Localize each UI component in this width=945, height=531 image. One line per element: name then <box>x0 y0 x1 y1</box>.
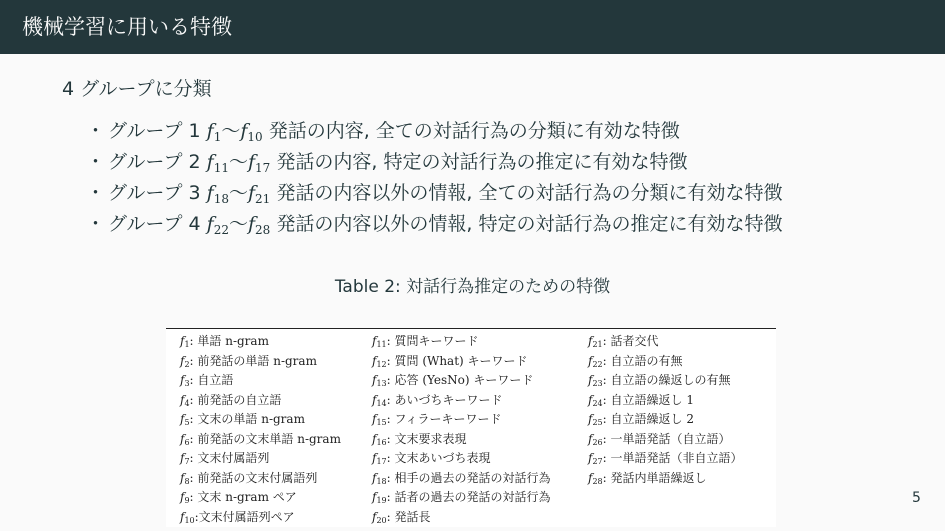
feature-label: : 話者交代 <box>602 334 659 348</box>
feature-row <box>588 391 743 411</box>
bullet-item <box>86 178 782 209</box>
feature-id: $f_2$ <box>180 353 190 369</box>
feature-id: $f_7$ <box>180 451 190 466</box>
bullet-text: 発話の内容以外の情報, 全ての対話行為の分類に有効な特徴 <box>270 182 783 204</box>
table-caption: Table 2: 対話行為推定のための特徴 <box>334 277 611 297</box>
feature-label: : 前発話の単語 n-gram <box>189 353 317 368</box>
feature-id: $f_{28}$ <box>588 470 603 486</box>
bullet-text: 発話の内容, 全ての対話行為の分類に有効な特徴 <box>262 120 680 142</box>
feature-row <box>588 469 743 489</box>
feature-label: : 単語 n-gram <box>189 334 269 348</box>
feature-label: : 前発話の文末付属語列 <box>189 470 318 485</box>
feature-label: : 話者の過去の発話の対話行為 <box>386 490 551 504</box>
feature-label: : 一単語発話（非自立語） <box>602 451 743 465</box>
feature-id: $f_{20}$ <box>372 509 387 525</box>
feature-symbol: $f_{10}$ <box>240 120 263 144</box>
feature-column-2 <box>372 332 551 527</box>
feature-symbol: $f_{11}$ <box>206 151 229 175</box>
feature-row <box>588 352 743 372</box>
feature-label: : 文末あいづち表現 <box>386 451 491 465</box>
feature-id: $f_4$ <box>180 392 190 408</box>
feature-row <box>372 352 551 372</box>
feature-row <box>180 371 341 391</box>
feature-row <box>372 508 551 528</box>
feature-label: : 文末 n-gram ペア <box>189 490 297 504</box>
feature-row <box>588 410 743 430</box>
section-heading: 4 グループに分類 <box>62 78 212 100</box>
feature-id: $f_{21}$ <box>588 334 603 349</box>
feature-symbol: $f_1$ <box>206 120 222 144</box>
feature-label: : 前発話の自立語 <box>189 392 282 407</box>
feature-row <box>372 371 551 391</box>
bullet-item <box>86 116 782 147</box>
feature-id: $f_{13}$ <box>372 373 387 388</box>
feature-symbol: $f_{28}$ <box>248 213 271 237</box>
range-separator: 〜 <box>228 151 248 173</box>
feature-column-3 <box>588 332 743 488</box>
range-separator: 〜 <box>228 182 248 204</box>
feature-row <box>372 488 551 508</box>
bullet-marker: ・ <box>86 151 106 173</box>
feature-label: : あいづちキーワード <box>386 392 503 407</box>
feature-symbol: $f_{21}$ <box>248 182 271 206</box>
feature-label: : 発話長 <box>386 509 431 524</box>
feature-id: $f_1$ <box>180 334 190 349</box>
feature-label: :文末付属語列ペア <box>194 509 295 524</box>
feature-id: $f_{25}$ <box>588 412 603 427</box>
feature-row <box>180 410 341 430</box>
feature-id: $f_{14}$ <box>372 392 387 408</box>
feature-id: $f_{24}$ <box>588 392 603 408</box>
feature-column-1 <box>180 332 341 527</box>
feature-id: $f_{18}$ <box>372 470 387 486</box>
feature-row <box>180 469 341 489</box>
bullet-marker: ・ <box>86 120 106 142</box>
feature-row <box>372 430 551 450</box>
bullet-prefix: グループ 2 <box>108 151 207 173</box>
feature-table <box>166 328 776 527</box>
slide-title: 機械学習に用いる特徴 <box>22 15 232 39</box>
feature-row <box>372 469 551 489</box>
feature-id: $f_9$ <box>180 490 190 505</box>
bullet-marker: ・ <box>86 182 106 204</box>
feature-row <box>180 352 341 372</box>
feature-label: : 自立語繰返し 2 <box>602 412 694 426</box>
feature-row <box>372 410 551 430</box>
feature-row <box>180 449 341 469</box>
feature-row <box>180 430 341 450</box>
feature-label: : 相手の過去の発話の対話行為 <box>386 470 551 485</box>
feature-label: : フィラーキーワード <box>386 412 502 426</box>
feature-row <box>588 449 743 469</box>
feature-label: : 前発話の文末単語 n-gram <box>189 431 341 446</box>
feature-id: $f_{26}$ <box>588 431 603 447</box>
feature-label: : 文末要求表現 <box>386 431 467 446</box>
feature-id: $f_{11}$ <box>372 334 387 349</box>
feature-id: $f_{23}$ <box>588 373 603 388</box>
bullet-item <box>86 209 782 240</box>
feature-row <box>180 508 341 528</box>
bullet-marker: ・ <box>86 213 106 235</box>
feature-symbol: $f_{18}$ <box>206 182 229 206</box>
feature-id: $f_6$ <box>180 431 190 447</box>
feature-label: : 応答 (YesNo) キーワード <box>386 373 534 387</box>
feature-id: $f_{16}$ <box>372 431 387 447</box>
feature-row <box>180 488 341 508</box>
page-number: 5 <box>912 490 921 506</box>
feature-label: : 一単語発話（自立語） <box>602 431 731 446</box>
bullet-text: 発話の内容, 特定の対話行為の推定に有効な特徴 <box>270 151 688 173</box>
feature-label: : 自立語の繰返しの有無 <box>602 373 731 387</box>
slide-title-bar <box>0 0 945 54</box>
feature-symbol: $f_{22}$ <box>206 213 229 237</box>
feature-symbol: $f_{17}$ <box>248 151 271 175</box>
range-separator: 〜 <box>228 213 248 235</box>
feature-label: : 自立語繰返し 1 <box>602 392 694 407</box>
feature-id: $f_{19}$ <box>372 490 387 505</box>
feature-row <box>372 391 551 411</box>
feature-label: : 自立語 <box>189 373 234 387</box>
bullet-prefix: グループ 4 <box>108 213 207 235</box>
feature-row <box>180 332 341 352</box>
feature-label: : 発話内単語繰返し <box>602 470 707 485</box>
feature-row <box>588 332 743 352</box>
bullet-list <box>86 116 782 240</box>
feature-row <box>372 332 551 352</box>
feature-row <box>180 391 341 411</box>
bullet-prefix: グループ 3 <box>108 182 207 204</box>
feature-id: $f_{27}$ <box>588 451 603 466</box>
feature-label: : 文末付属語列 <box>189 451 270 465</box>
bullet-item <box>86 147 782 178</box>
feature-id: $f_{10}$ <box>180 509 195 525</box>
feature-label: : 質問 (What) キーワード <box>386 353 528 368</box>
feature-id: $f_3$ <box>180 373 190 388</box>
feature-id: $f_5$ <box>180 412 190 427</box>
feature-row <box>588 430 743 450</box>
feature-label: : 文末の単語 n-gram <box>189 412 305 426</box>
feature-id: $f_8$ <box>180 470 190 486</box>
range-separator: 〜 <box>221 120 241 142</box>
bullet-prefix: グループ 1 <box>108 120 207 142</box>
feature-id: $f_{22}$ <box>588 353 603 369</box>
feature-row <box>372 449 551 469</box>
feature-id: $f_{12}$ <box>372 353 387 369</box>
feature-id: $f_{15}$ <box>372 412 387 427</box>
feature-row <box>588 371 743 391</box>
feature-label: : 質問キーワード <box>386 334 479 348</box>
feature-id: $f_{17}$ <box>372 451 387 466</box>
feature-label: : 自立語の有無 <box>602 353 683 368</box>
bullet-text: 発話の内容以外の情報, 特定の対話行為の推定に有効な特徴 <box>270 213 783 235</box>
